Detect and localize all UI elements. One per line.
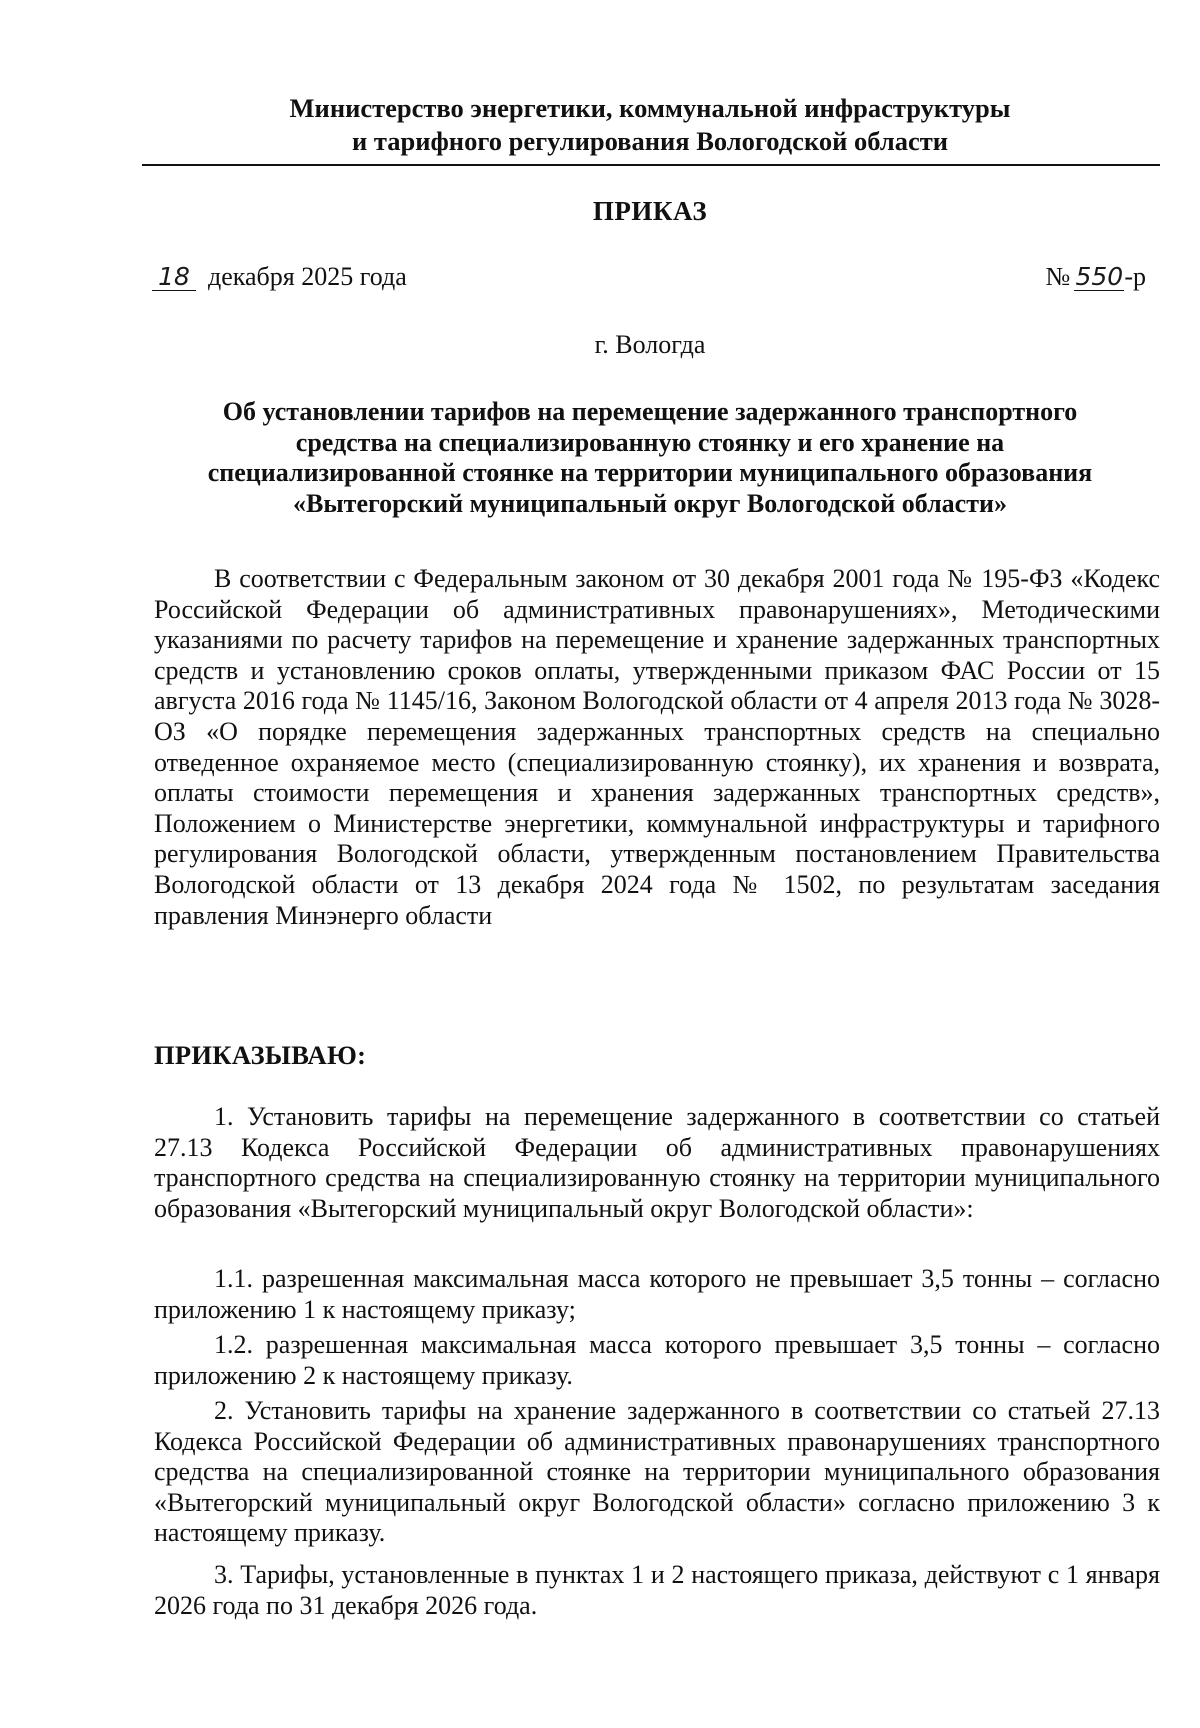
header-rule [142, 164, 1160, 166]
document-title: ПРИКАЗ [592, 196, 708, 226]
document-city: г. Вологда [594, 330, 706, 359]
number-suffix: -р [1124, 262, 1146, 291]
intro-paragraph: В соответствии с Федеральным законом от 30 декабря 2001 года № 195-ФЗ «Кодекс Российской Федерации об административных правонарушениях», Методическими указаниями по расчету тарифов на перемещение и хранение задержанных транспортных средств и установлению сроков оплаты, утвержденными приказом ФАС России от 15 августа 2016 года № 1145/16, Законом Вологодской области от 4 апреля 2013 года № 3028-ОЗ «О порядке перемещения задержанных транспортных средств на специально отведенное охраняемое место (специализированную стоянку), их хранения и возврата, оплаты стоимости перемещения и хранения задержанных транспортных средств», Положением о Министерстве энергетики, коммунальной инфраструктуры и тарифного регулирования Вологодской области, утвержденным постановлением Правительства Вологодской области от 13 декабря 2024 года № 1502, по результатам заседания правления Минэнерго области [154, 564, 1160, 930]
date-day-handwritten: 18 [152, 264, 196, 291]
subject-line-4: «Вытегорский муниципальный округ Вологодской области» [293, 488, 1007, 518]
item-3: 3. Тарифы, установленные в пунктах 1 и 2 настоящего приказа, действуют с 1 января 2026 года по 31 декабря 2026 года. [154, 1560, 1160, 1620]
number-sign: № [1045, 262, 1071, 291]
subject-line-2: средства на специализированную стоянку и его хранение на [295, 427, 1005, 457]
item-2: 2. Установить тарифы на хранение задержанного в соответствии со статьей 27.13 Кодекса Российской Федерации об административных правонарушениях транспортного средства на специализированной стоянке на территории муниципального образования «Вытегорский муниципальный округ Вологодской области» согласно приложению 3 к настоящему приказу. [154, 1396, 1160, 1548]
item-1-2: 1.2. разрешенная максимальная масса которого превышает 3,5 тонны – согласно приложению 2 к настоящему приказу. [154, 1330, 1160, 1390]
date-month-year: декабря 2025 года [208, 262, 407, 291]
document-subject [140, 397, 1160, 519]
ministry-header [140, 92, 1160, 158]
ministry-line-2: и тарифного регулирования Вологодской области [351, 126, 949, 156]
item-1: 1. Установить тарифы на перемещение задержанного в соответствии со статьей 27.13 Кодекса Российской Федерации об административных правонарушениях транспортного средства на специализированную стоянку на территории муниципального образования «Вытегорский муниципальный округ Вологодской области»: [154, 1102, 1160, 1223]
number-handwritten: 550 [1075, 262, 1124, 291]
item-1-1: 1.1. разрешенная максимальная масса которого не превышает 3,5 тонны – согласно приложению 1 к настоящему приказу; [154, 1264, 1160, 1324]
order-word: ПРИКАЗЫВАЮ: [154, 1040, 367, 1070]
subject-line-1: Об установлении тарифов на перемещение задержанного транспортного [222, 397, 1078, 426]
document-number [1046, 262, 1146, 292]
document-date [152, 262, 407, 292]
subject-line-3: специализированной стоянке на территории муниципального образования [207, 458, 1093, 487]
ministry-line-1: Министерство энергетики, коммунальной инфраструктуры [289, 93, 1011, 123]
